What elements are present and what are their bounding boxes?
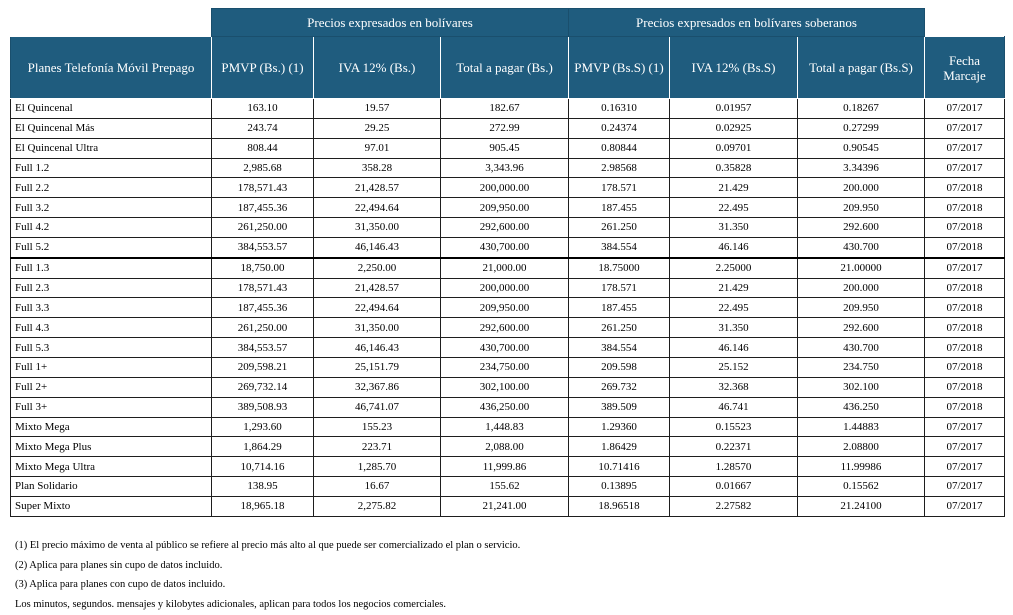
cell-pmvp-bs: 10,714.16 — [212, 457, 314, 477]
cell-total-bss: 292.600 — [798, 318, 925, 338]
cell-fecha: 07/2017 — [925, 417, 1005, 437]
cell-plan: Plan Solidario — [11, 477, 212, 497]
cell-fecha: 07/2018 — [925, 278, 1005, 298]
cell-plan: Full 4.2 — [11, 218, 212, 238]
cell-pmvp-bss: 0.80844 — [569, 138, 670, 158]
cell-total-bs: 3,343.96 — [441, 158, 569, 178]
cell-pmvp-bss: 0.16310 — [569, 99, 670, 119]
col-header-plan: Planes Telefonía Móvil Prepago — [11, 37, 212, 99]
cell-iva-bs: 2,275.82 — [314, 496, 441, 516]
table-row — [11, 496, 1005, 516]
table-row — [11, 318, 1005, 338]
cell-pmvp-bs: 808.44 — [212, 138, 314, 158]
cell-pmvp-bs: 269,732.14 — [212, 377, 314, 397]
cell-iva-bss: 46.146 — [670, 237, 798, 257]
cell-plan: Full 2.3 — [11, 278, 212, 298]
footnote-1: (1) El precio máximo de venta al público se refiere al precio más alto al que puede ser comercializado el plan o servicio. — [15, 540, 521, 551]
cell-iva-bss: 0.35828 — [670, 158, 798, 178]
cell-pmvp-bs: 384,553.57 — [212, 237, 314, 257]
cell-total-bss: 21.24100 — [798, 496, 925, 516]
cell-fecha: 07/2018 — [925, 198, 1005, 218]
cell-pmvp-bss: 10.71416 — [569, 457, 670, 477]
cell-fecha: 07/2018 — [925, 357, 1005, 377]
cell-total-bss: 209.950 — [798, 298, 925, 318]
col-header-fecha-line1: Fecha — [948, 52, 981, 68]
cell-fecha: 07/2017 — [925, 99, 1005, 119]
cell-pmvp-bs: 389,508.93 — [212, 397, 314, 417]
cell-total-bs: 1,448.83 — [441, 417, 569, 437]
col-header-fecha-line2: Marcaje — [943, 67, 986, 83]
cell-plan: Full 1.2 — [11, 158, 212, 178]
cell-pmvp-bss: 187.455 — [569, 298, 670, 318]
cell-fecha: 07/2018 — [925, 237, 1005, 257]
cell-pmvp-bs: 1,864.29 — [212, 437, 314, 457]
cell-plan: Full 5.2 — [11, 237, 212, 257]
col-header-total-bss: Total a pagar (Bs.S) — [798, 37, 925, 99]
table-row — [11, 417, 1005, 437]
cell-fecha: 07/2018 — [925, 318, 1005, 338]
cell-iva-bs: 22,494.64 — [314, 198, 441, 218]
cell-total-bs: 209,950.00 — [441, 298, 569, 318]
cell-fecha: 07/2018 — [925, 397, 1005, 417]
cell-total-bs: 430,700.00 — [441, 237, 569, 257]
cell-total-bs: 11,999.86 — [441, 457, 569, 477]
cell-iva-bss: 32.368 — [670, 377, 798, 397]
cell-iva-bs: 46,146.43 — [314, 338, 441, 358]
cell-pmvp-bss: 0.24374 — [569, 118, 670, 138]
group-header-spacer-right — [925, 9, 1005, 37]
cell-iva-bs: 31,350.00 — [314, 218, 441, 238]
table-row — [11, 178, 1005, 198]
cell-total-bss: 292.600 — [798, 218, 925, 238]
cell-pmvp-bss: 384.554 — [569, 338, 670, 358]
table-row — [11, 258, 1005, 278]
cell-total-bs: 209,950.00 — [441, 198, 569, 218]
cell-plan: Mixto Mega — [11, 417, 212, 437]
cell-pmvp-bs: 138.95 — [212, 477, 314, 497]
cell-fecha: 07/2017 — [925, 437, 1005, 457]
cell-iva-bs: 155.23 — [314, 417, 441, 437]
cell-iva-bs: 2,250.00 — [314, 258, 441, 278]
footnote-2: (2) Aplica para planes sin cupo de datos incluido. — [15, 559, 223, 571]
cell-iva-bs: 46,741.07 — [314, 397, 441, 417]
cell-iva-bs: 29.25 — [314, 118, 441, 138]
cell-iva-bs: 16.67 — [314, 477, 441, 497]
col-header-fecha-marcaje — [925, 37, 1005, 99]
cell-total-bss: 0.90545 — [798, 138, 925, 158]
footnote-4: Los minutos, segundos. mensajes y kilobytes adicionales, aplican para todos los negocios comerciales. — [15, 598, 446, 610]
cell-iva-bss: 31.350 — [670, 318, 798, 338]
cell-pmvp-bs: 209,598.21 — [212, 357, 314, 377]
cell-fecha: 07/2017 — [925, 258, 1005, 278]
cell-pmvp-bs: 18,965.18 — [212, 496, 314, 516]
cell-plan: El Quincenal Ultra — [11, 138, 212, 158]
cell-total-bs: 21,241.00 — [441, 496, 569, 516]
cell-pmvp-bss: 389.509 — [569, 397, 670, 417]
table-row — [11, 138, 1005, 158]
cell-plan: Mixto Mega Ultra — [11, 457, 212, 477]
cell-iva-bss: 0.01957 — [670, 99, 798, 119]
cell-plan: Full 2+ — [11, 377, 212, 397]
cell-pmvp-bss: 269.732 — [569, 377, 670, 397]
table-row — [11, 397, 1005, 417]
group-header-bolivares-soberanos: Precios expresados en bolívares soberanos — [569, 9, 925, 37]
cell-plan: Full 5.3 — [11, 338, 212, 358]
cell-plan: Full 2.2 — [11, 178, 212, 198]
cell-pmvp-bs: 187,455.36 — [212, 298, 314, 318]
cell-total-bs: 21,000.00 — [441, 258, 569, 278]
cell-iva-bs: 31,350.00 — [314, 318, 441, 338]
cell-pmvp-bs: 18,750.00 — [212, 258, 314, 278]
cell-iva-bs: 22,494.64 — [314, 298, 441, 318]
col-header-iva-bss: IVA 12% (Bs.S) — [670, 37, 798, 99]
column-header-row — [11, 37, 1005, 99]
table-row — [11, 477, 1005, 497]
cell-plan: Full 3.3 — [11, 298, 212, 318]
cell-iva-bss: 2.27582 — [670, 496, 798, 516]
cell-pmvp-bss: 178.571 — [569, 178, 670, 198]
price-table — [10, 8, 1005, 517]
cell-total-bss: 430.700 — [798, 338, 925, 358]
table-row — [11, 198, 1005, 218]
table-row — [11, 377, 1005, 397]
cell-iva-bs: 46,146.43 — [314, 237, 441, 257]
col-header-iva-bs: IVA 12% (Bs.) — [314, 37, 441, 99]
cell-fecha: 07/2018 — [925, 218, 1005, 238]
col-header-pmvp-bs: PMVP (Bs.) (1) — [212, 37, 314, 99]
cell-total-bss: 436.250 — [798, 397, 925, 417]
cell-iva-bss: 0.22371 — [670, 437, 798, 457]
cell-total-bss: 21.00000 — [798, 258, 925, 278]
cell-plan: Full 1.3 — [11, 258, 212, 278]
cell-total-bs: 430,700.00 — [441, 338, 569, 358]
cell-pmvp-bss: 18.96518 — [569, 496, 670, 516]
footnote-3: (3) Aplica para planes con cupo de datos incluido. — [15, 579, 226, 590]
cell-total-bs: 200,000.00 — [441, 278, 569, 298]
cell-total-bss: 0.27299 — [798, 118, 925, 138]
cell-total-bss: 3.34396 — [798, 158, 925, 178]
cell-fecha: 07/2018 — [925, 338, 1005, 358]
cell-iva-bs: 25,151.79 — [314, 357, 441, 377]
cell-total-bss: 11.99986 — [798, 457, 925, 477]
group-header-spacer — [11, 9, 212, 37]
cell-total-bss: 302.100 — [798, 377, 925, 397]
cell-total-bs: 272.99 — [441, 118, 569, 138]
cell-iva-bss: 1.28570 — [670, 457, 798, 477]
cell-fecha: 07/2018 — [925, 377, 1005, 397]
cell-total-bss: 209.950 — [798, 198, 925, 218]
cell-total-bs: 292,600.00 — [441, 218, 569, 238]
cell-pmvp-bss: 187.455 — [569, 198, 670, 218]
cell-plan: Full 3.2 — [11, 198, 212, 218]
group-header-row — [11, 9, 1005, 37]
cell-iva-bss: 31.350 — [670, 218, 798, 238]
cell-iva-bss: 0.15523 — [670, 417, 798, 437]
cell-total-bss: 200.000 — [798, 278, 925, 298]
cell-iva-bss: 21.429 — [670, 278, 798, 298]
table-row — [11, 437, 1005, 457]
cell-fecha: 07/2017 — [925, 138, 1005, 158]
cell-total-bss: 430.700 — [798, 237, 925, 257]
cell-total-bss: 0.15562 — [798, 477, 925, 497]
table-row — [11, 278, 1005, 298]
cell-pmvp-bss: 178.571 — [569, 278, 670, 298]
table-row — [11, 158, 1005, 178]
cell-iva-bss: 0.09701 — [670, 138, 798, 158]
cell-pmvp-bs: 178,571.43 — [212, 278, 314, 298]
cell-plan: Full 3+ — [11, 397, 212, 417]
cell-iva-bss: 0.02925 — [670, 118, 798, 138]
cell-total-bs: 292,600.00 — [441, 318, 569, 338]
cell-iva-bss: 0.01667 — [670, 477, 798, 497]
cell-pmvp-bss: 0.13895 — [569, 477, 670, 497]
cell-pmvp-bs: 187,455.36 — [212, 198, 314, 218]
cell-total-bss: 200.000 — [798, 178, 925, 198]
cell-pmvp-bss: 261.250 — [569, 218, 670, 238]
cell-total-bs: 182.67 — [441, 99, 569, 119]
cell-iva-bs: 1,285.70 — [314, 457, 441, 477]
cell-fecha: 07/2017 — [925, 158, 1005, 178]
table-row — [11, 457, 1005, 477]
group-header-bolivares: Precios expresados en bolívares — [212, 9, 569, 37]
cell-pmvp-bs: 261,250.00 — [212, 218, 314, 238]
cell-pmvp-bss: 2.98568 — [569, 158, 670, 178]
table-row — [11, 218, 1005, 238]
cell-iva-bss: 21.429 — [670, 178, 798, 198]
cell-pmvp-bss: 261.250 — [569, 318, 670, 338]
table-body — [11, 99, 1005, 517]
cell-fecha: 07/2017 — [925, 496, 1005, 516]
cell-total-bs: 200,000.00 — [441, 178, 569, 198]
cell-pmvp-bs: 1,293.60 — [212, 417, 314, 437]
cell-iva-bs: 21,428.57 — [314, 278, 441, 298]
cell-total-bss: 2.08800 — [798, 437, 925, 457]
cell-plan: Mixto Mega Plus — [11, 437, 212, 457]
cell-iva-bs: 223.71 — [314, 437, 441, 457]
cell-total-bs: 302,100.00 — [441, 377, 569, 397]
cell-iva-bss: 22.495 — [670, 198, 798, 218]
cell-iva-bss: 25.152 — [670, 357, 798, 377]
cell-total-bs: 905.45 — [441, 138, 569, 158]
cell-iva-bs: 32,367.86 — [314, 377, 441, 397]
cell-fecha: 07/2018 — [925, 298, 1005, 318]
cell-pmvp-bs: 178,571.43 — [212, 178, 314, 198]
table-row — [11, 338, 1005, 358]
cell-pmvp-bss: 1.29360 — [569, 417, 670, 437]
cell-iva-bs: 21,428.57 — [314, 178, 441, 198]
cell-pmvp-bs: 261,250.00 — [212, 318, 314, 338]
cell-iva-bss: 2.25000 — [670, 258, 798, 278]
cell-total-bs: 155.62 — [441, 477, 569, 497]
cell-iva-bs: 97.01 — [314, 138, 441, 158]
cell-pmvp-bs: 384,553.57 — [212, 338, 314, 358]
cell-iva-bss: 46.146 — [670, 338, 798, 358]
cell-plan: El Quincenal Más — [11, 118, 212, 138]
cell-pmvp-bss: 209.598 — [569, 357, 670, 377]
cell-total-bs: 2,088.00 — [441, 437, 569, 457]
table-row — [11, 298, 1005, 318]
cell-plan: Super Mixto — [11, 496, 212, 516]
table-row — [11, 118, 1005, 138]
cell-iva-bs: 19.57 — [314, 99, 441, 119]
footnotes — [15, 536, 520, 614]
cell-pmvp-bs: 2,985.68 — [212, 158, 314, 178]
cell-pmvp-bs: 163.10 — [212, 99, 314, 119]
cell-fecha: 07/2018 — [925, 178, 1005, 198]
cell-pmvp-bss: 1.86429 — [569, 437, 670, 457]
table-row — [11, 99, 1005, 119]
cell-plan: El Quincenal — [11, 99, 212, 119]
cell-pmvp-bss: 18.75000 — [569, 258, 670, 278]
col-header-pmvp-bss: PMVP (Bs.S) (1) — [569, 37, 670, 99]
cell-fecha: 07/2017 — [925, 477, 1005, 497]
cell-iva-bs: 358.28 — [314, 158, 441, 178]
cell-total-bs: 234,750.00 — [441, 357, 569, 377]
cell-pmvp-bs: 243.74 — [212, 118, 314, 138]
cell-total-bss: 1.44883 — [798, 417, 925, 437]
cell-fecha: 07/2017 — [925, 118, 1005, 138]
col-header-total-bs: Total a pagar (Bs.) — [441, 37, 569, 99]
cell-total-bss: 234.750 — [798, 357, 925, 377]
cell-plan: Full 4.3 — [11, 318, 212, 338]
cell-fecha: 07/2017 — [925, 457, 1005, 477]
cell-iva-bss: 22.495 — [670, 298, 798, 318]
cell-pmvp-bss: 384.554 — [569, 237, 670, 257]
table-row — [11, 357, 1005, 377]
table-row — [11, 237, 1005, 257]
cell-iva-bss: 46.741 — [670, 397, 798, 417]
cell-plan: Full 1+ — [11, 357, 212, 377]
cell-total-bss: 0.18267 — [798, 99, 925, 119]
cell-total-bs: 436,250.00 — [441, 397, 569, 417]
price-table-container — [10, 8, 1005, 517]
